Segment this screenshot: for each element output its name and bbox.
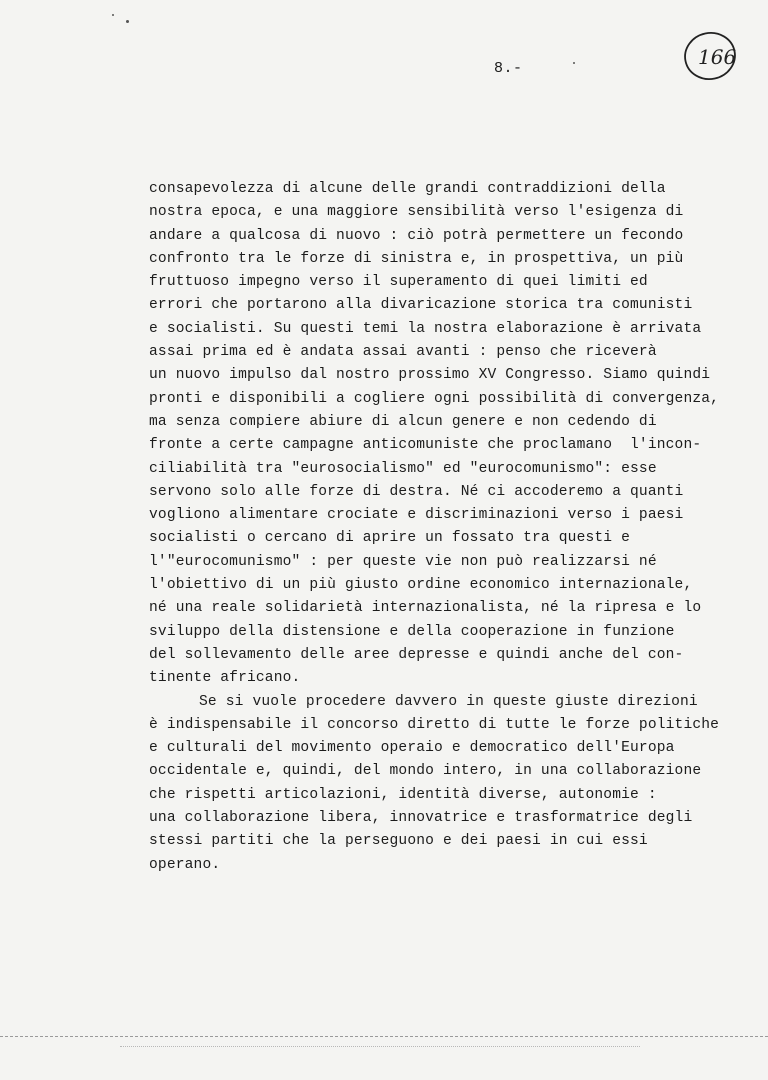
text-line: ma senza compiere abiure di alcun genere e non cedendo di <box>149 413 657 430</box>
text-line: stessi partiti che la perseguono e dei paesi in cui essi <box>149 833 648 850</box>
text-line: pronti e disponibili a cogliere ogni possibilità di convergenza, <box>149 390 720 407</box>
paper-speck <box>112 14 114 16</box>
text-line: confronto tra le forze di sinistra e, in prospettiva, un più <box>149 250 684 267</box>
text-line: fronte a certe campagne anticomuniste che proclamano l'incon- <box>149 437 702 454</box>
text-line: fruttuoso impegno verso il superamento di quei limiti ed <box>149 274 648 291</box>
text-line: vogliono alimentare crociate e discriminazioni verso i paesi <box>149 507 684 524</box>
text-line: sviluppo della distensione e della cooperazione in funzione <box>149 623 675 640</box>
text-line: andare a qualcosa di nuovo : ciò potrà permettere un fecondo <box>149 227 684 244</box>
text-line: un nuovo impulso dal nostro prossimo XV Congresso. Siamo quindi <box>149 367 711 384</box>
text-line: che rispetti articolazioni, identità diverse, autonomie : <box>149 786 657 803</box>
paper-speck <box>126 20 129 23</box>
text-line: tinente africano. <box>149 670 301 687</box>
text-line: del sollevamento delle aree depresse e quindi anche del con- <box>149 646 684 663</box>
text-line: è indispensabile il concorso diretto di tutte le forze politiche <box>149 716 720 733</box>
text-line: servono solo alle forze di destra. Né ci accoderemo a quanti <box>149 483 684 500</box>
text-line: ciliabilità tra "eurosocialismo" ed "eurocomunismo": esse <box>149 460 657 477</box>
paper-speck <box>573 62 575 64</box>
text-line: socialisti o cercano di aprire un fossato tra questi e <box>149 530 631 547</box>
text-line: e socialisti. Su questi temi la nostra elaborazione è arrivata <box>149 320 702 337</box>
text-line: consapevolezza di alcune delle grandi contraddizioni della <box>149 181 666 197</box>
stamp-number: 166 <box>698 45 737 69</box>
handwritten-page-stamp <box>682 28 738 84</box>
letter-body <box>149 178 761 877</box>
text-line: operano. <box>149 856 221 873</box>
text-line: occidentale e, quindi, del mondo intero, in una collaborazione <box>149 763 702 780</box>
page-number: 8.- <box>494 60 523 77</box>
text-line: l'"eurocomunismo" : per queste vie non può realizzarsi né <box>149 553 657 570</box>
text-line: e culturali del movimento operaio e democratico dell'Europa <box>149 740 675 757</box>
text-line: errori che portarono alla divaricazione storica tra comunisti <box>149 297 693 314</box>
text-line: né una reale solidarietà internazionalista, né la ripresa e lo <box>149 600 702 617</box>
scan-edge-line <box>120 1046 640 1047</box>
text-line: Se si vuole procedere davvero in queste giuste direzioni <box>199 693 698 710</box>
text-line: assai prima ed è andata assai avanti : penso che riceverà <box>149 344 657 361</box>
scan-edge-line <box>0 1036 768 1037</box>
text-line: l'obiettivo di un più giusto ordine economico internazionale, <box>149 577 693 594</box>
text-line: una collaborazione libera, innovatrice e trasformatrice degli <box>149 810 693 827</box>
text-line: nostra epoca, e una maggiore sensibilità verso l'esigenza di <box>149 204 684 221</box>
